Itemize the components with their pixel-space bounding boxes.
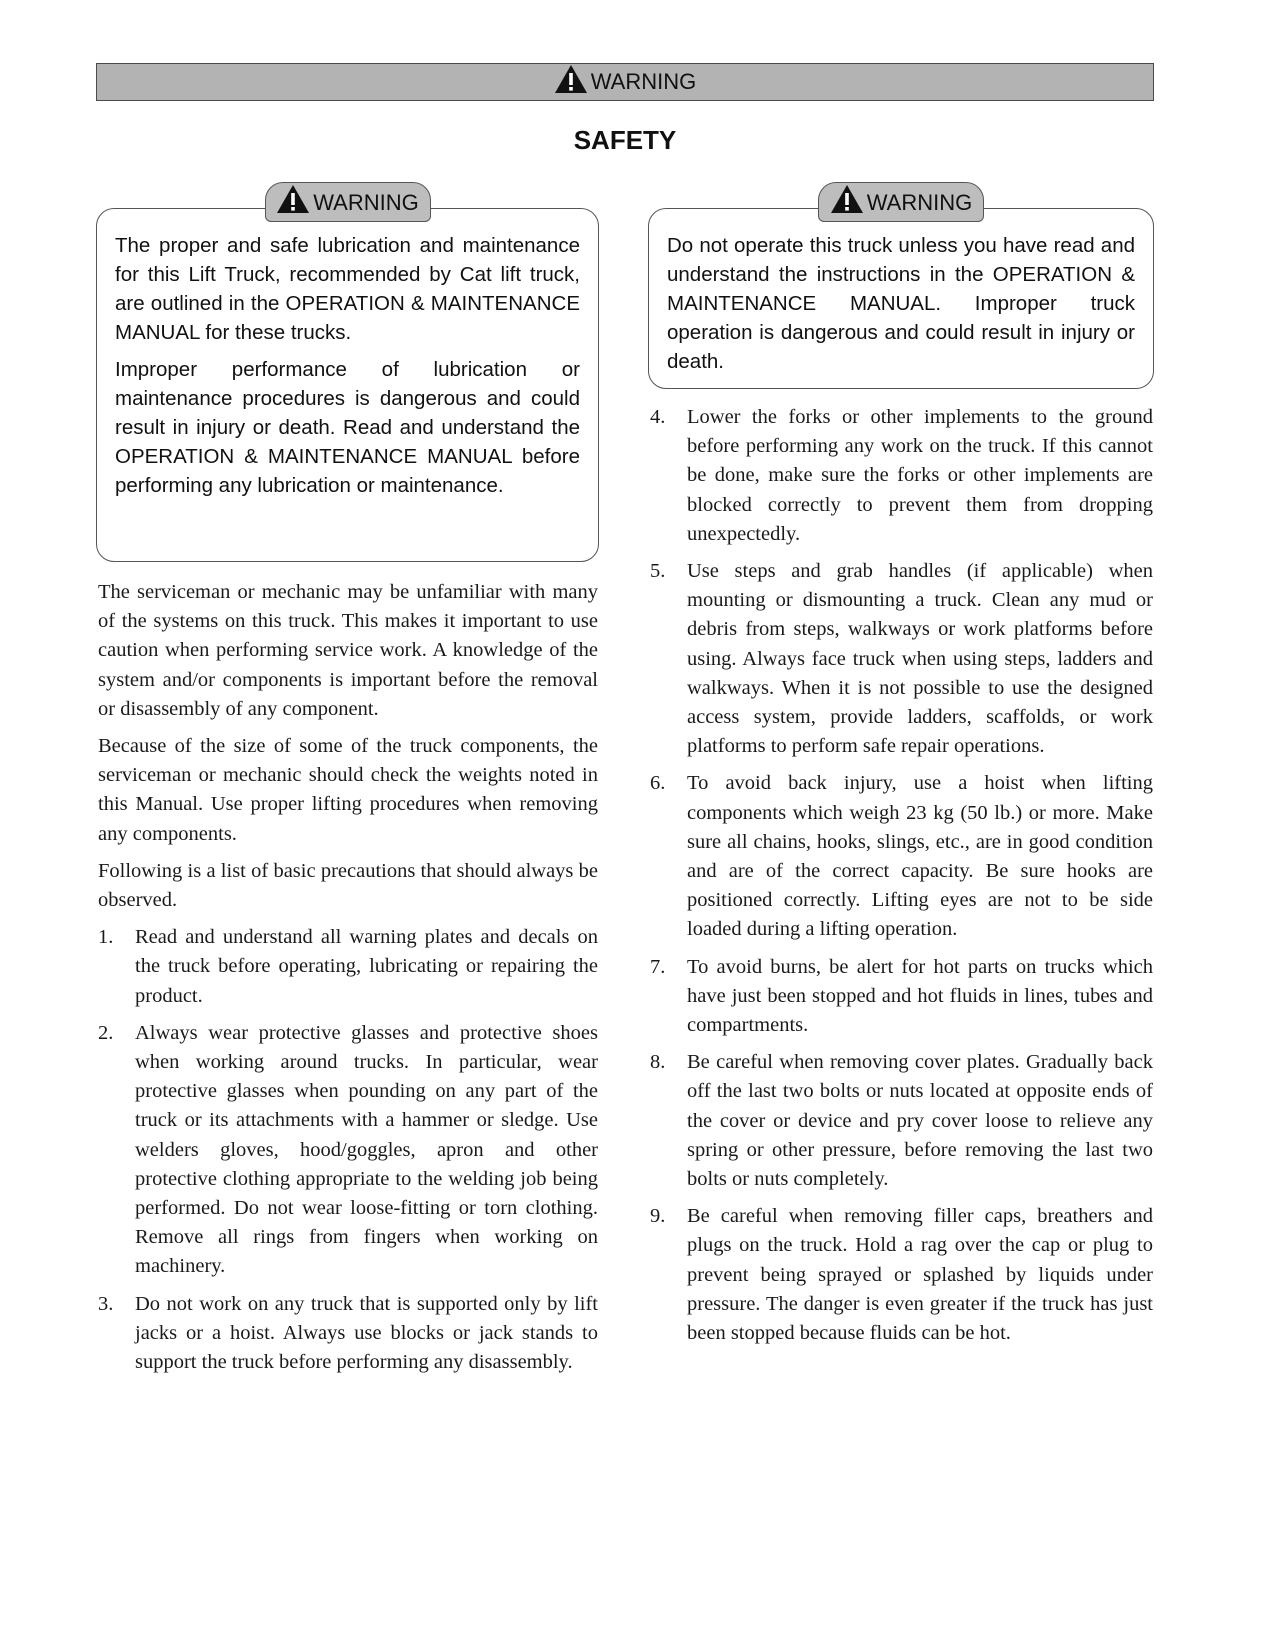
list-item-text: Be careful when removing filler caps, breathers and plugs on the truck. Hold a rag over the cap or plug to prevent being sprayed or splashed by liquids under pressure. The danger is even greater if the truck has just been stopped because fluids can be hot. (687, 1205, 1153, 1345)
warning-triangle-icon (554, 64, 588, 100)
left-column (98, 578, 598, 1385)
list-item (650, 1202, 1153, 1348)
list-item-number: 9. (650, 1205, 666, 1228)
warning-tab-label: WARNING (313, 189, 419, 215)
list-item-number: 5. (650, 560, 666, 583)
list-item (650, 953, 1153, 1041)
list-item-number: 1. (98, 926, 114, 949)
list-item-number: 4. (650, 406, 666, 428)
warning-tab-right (818, 182, 984, 222)
list-item-number: 8. (650, 1051, 666, 1074)
warning-triangle-icon (830, 184, 864, 221)
warning-box-right (648, 189, 1154, 389)
list-item-text: Read and understand all warning plates and decals on the truck before operating, lubricating or repairing the product. (135, 926, 598, 1007)
list-item-number: 6. (650, 772, 666, 795)
list-item (650, 1048, 1153, 1194)
list-item-text: Be careful when removing cover plates. Gradually back off the last two bolts or nuts located at opposite ends of the cover or device and pry cover loose to relieve any spring or other pressure, before removing the last two bolts or nuts completely. (687, 1051, 1153, 1191)
list-item-text: Do not work on any truck that is supported only by lift jacks or a hoist. Always use blocks or jack stands to support the truck before performing any disassembly. (135, 1292, 598, 1374)
warning-tab-label: WARNING (866, 189, 973, 215)
warning-tab-left (265, 182, 431, 222)
warning-triangle-icon (276, 184, 310, 221)
intro-paragraph: The serviceman or mechanic may be unfamiliar with many of the systems on this truck. This makes it important to use caution when performing service work. A knowledge of the system and/or components is important before the removal or disassembly of any component. (98, 581, 598, 720)
intro-paragraph: Because of the size of some of the truck components, the serviceman or mechanic should check the weights noted in this Manual. Use proper lifting procedures when removing any components. (98, 735, 598, 845)
list-item (98, 1019, 598, 1282)
list-item (650, 769, 1153, 944)
list-item (98, 923, 598, 1011)
page-title: SAFETY (573, 125, 677, 155)
list-item-text: To avoid burns, be alert for hot parts on trucks which have just been stopped and hot fluids in lines, tubes and compartments. (687, 955, 1153, 1037)
list-item (98, 1290, 598, 1378)
warning-paragraph: Do not operate this truck unless you have read and understand the instructions in the OPERATION & MAINTENANCE MANUAL. Improper truck operation is dangerous and could result in injury or death. (667, 234, 1135, 373)
list-item (650, 557, 1153, 761)
list-item-text: Use steps and grab handles (if applicable) when mounting or dismounting a truck. Clean any mud or debris from steps, walkways or work platforms before using. Always face truck when using steps, ladders and walkways. When it is not possible to use the designed access system, provide ladders, scaffolds, or work platforms to perform safe repair operations. (687, 560, 1153, 758)
list-item-number: 3. (98, 1292, 114, 1315)
list-item-text: To avoid back injury, use a hoist when lifting components which weigh 23 kg (50 lb.) or more. Make sure all chains, hooks, slings, etc., are in good condition and are of the correct capacity. Be sure hooks are positioned correctly. Lifting eyes are not to be side loaded during a lifting operation. (687, 772, 1153, 941)
warning-banner-label: WARNING (590, 69, 697, 94)
list-item-number: 2. (98, 1021, 114, 1044)
list-item-number: 7. (650, 955, 666, 978)
list-item-text: Lower the forks or other implements to the ground before performing any work on the truck. If this cannot be done, make sure the forks or other implements are blocked correctly to prevent them from dropping unexpectedly. (687, 406, 1153, 545)
precaution-list-left (98, 923, 598, 1377)
list-item (650, 403, 1153, 549)
right-column (650, 403, 1153, 1356)
list-item-text: Always wear protective glasses and protective shoes when working around trucks. In particular, wear protective glasses when pounding on any part of the truck or its attachments with a hammer or sledge. Use welders gloves, hood/goggles, apron and other protective clothing appropriate to the welding job being performed. Do not wear loose-fitting or torn clothing. Remove all rings from fingers when working on machinery. (135, 1021, 598, 1278)
warning-banner (96, 63, 1154, 101)
intro-paragraph: Following is a list of basic precautions that should always be observed. (98, 859, 598, 912)
warning-box-left (96, 189, 599, 562)
precaution-list-right (650, 403, 1153, 1348)
warning-paragraph: Improper performance of lubrication or maintenance procedures is dangerous and could result in injury or death. Read and understand the OPERATION & MAINTENANCE MANUAL before performing any lubrication or maintenance. (115, 358, 580, 497)
warning-paragraph: The proper and safe lubrication and maintenance for this Lift Truck, recommended by Cat lift truck, are outlined in the OPERATION & MAINTENANCE MANUAL for these trucks. (115, 234, 580, 344)
